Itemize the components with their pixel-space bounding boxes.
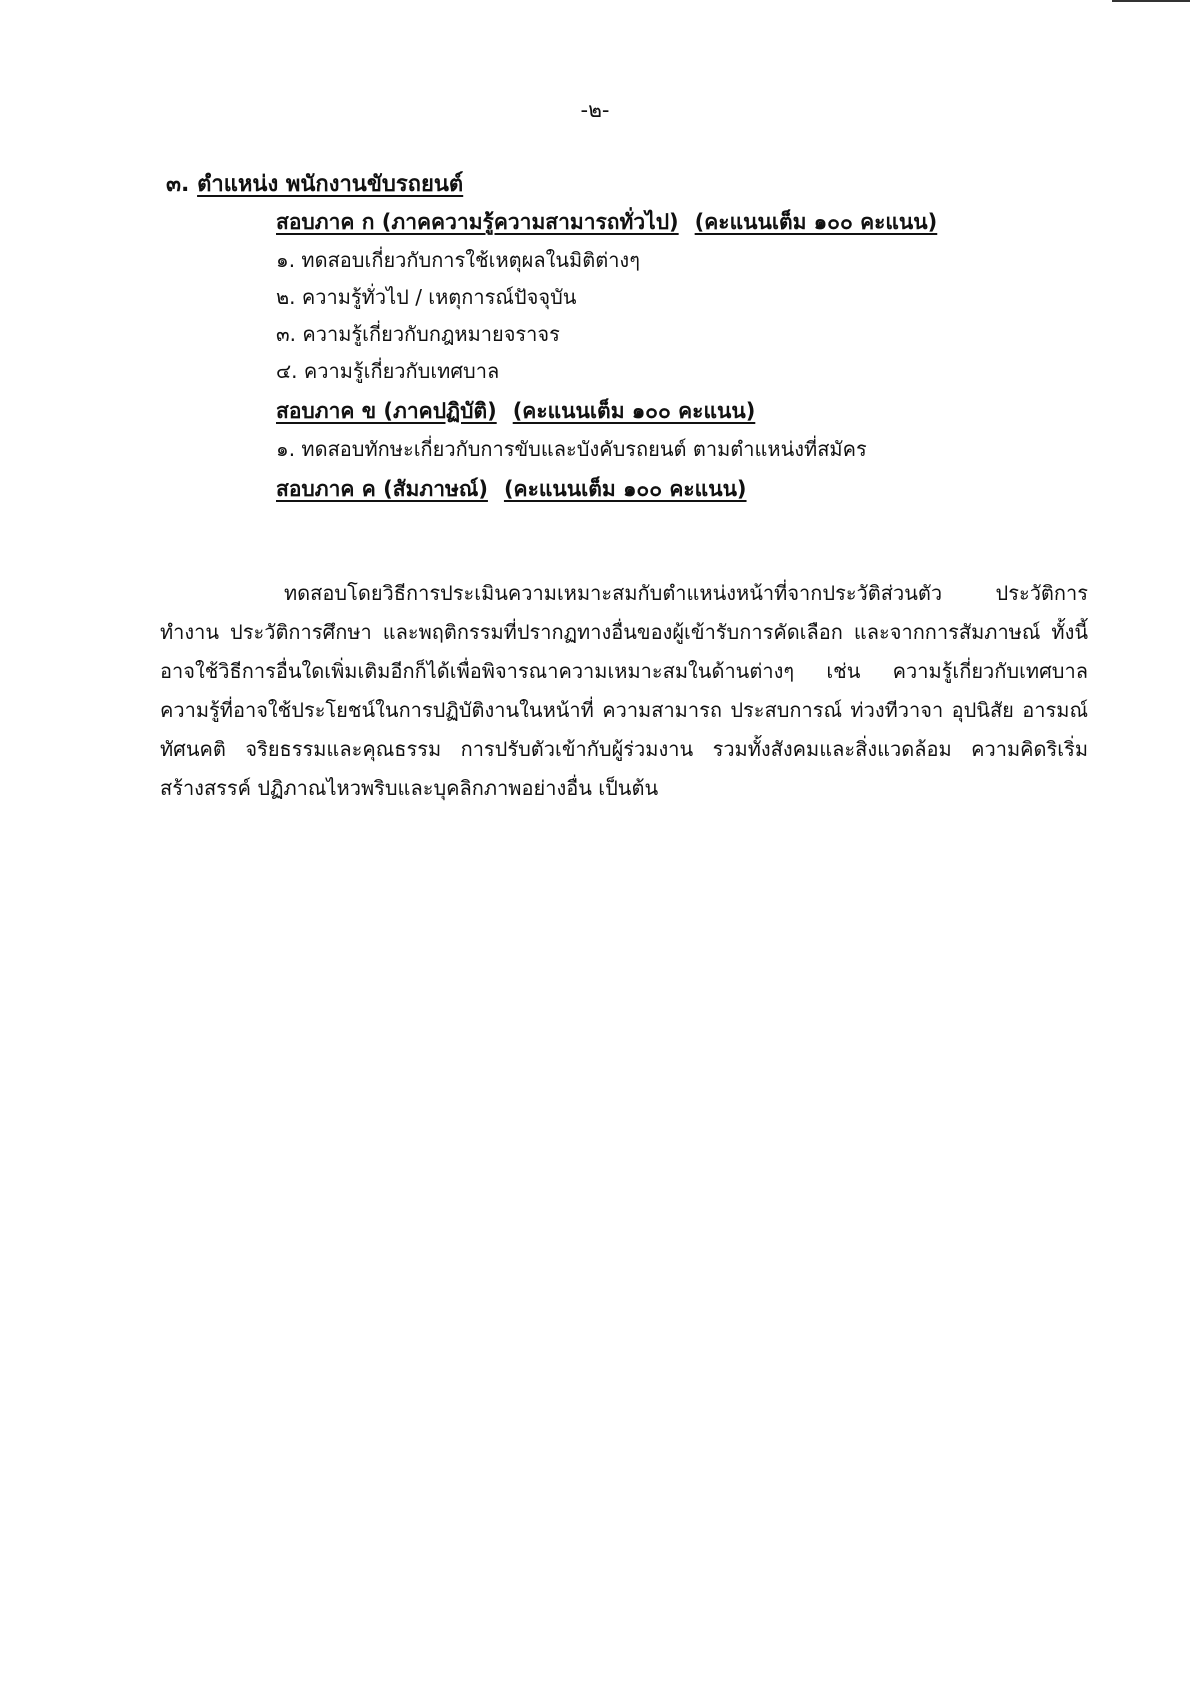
position-heading (166, 166, 463, 201)
section-c-paragraph: ทดสอบโดยวิธีการประเมินความเหมาะสมกับตำแหน่งหน้าที่จากประวัติส่วนตัว ประวัติการทำงาน ประวัติการศึกษา และพฤติกรรมที่ปรากฏทางอื่นของผู้เข้ารับการคัดเลือก และจากการสัมภาษณ์ ทั้งนี้ อาจใช้วิธีการอื่นใดเพิ่มเติมอีกก็ได้เพื่อพิจารณาความเหมาะสมในด้านต่างๆ เช่น ความรู้เกี่ยวกับเทศบาล ความรู้ที่อาจใช้ประโยชน์ในการปฏิบัติงานในหน้าที่ ความสามารถ ประสบการณ์ ท่วงทีวาจา อุปนิสัย อารมณ์ ทัศนคติ จริยธรรมและคุณธรรม การปรับตัวเข้ากับผู้ร่วมงาน รวมทั้งสังคมและสิ่งแวดล้อม ความคิดริเริ่มสร้างสรรค์ ปฏิภาณไหวพริบและบุคลิกภาพอย่างอื่น เป็นต้น (160, 581, 1088, 800)
position-title: ตำแหน่ง พนักงานขับรถยนต์ (197, 172, 464, 197)
section-b-title: สอบภาค ข (ภาคปฏิบัติ) (276, 399, 497, 423)
section-c-title: สอบภาค ค (สัมภาษณ์) (276, 477, 488, 501)
section-b-score: (คะแนนเต็ม ๑๐๐ คะแนน) (512, 399, 756, 423)
section-b-item-1: ๑. ทดสอบทักษะเกี่ยวกับการขับและบังคับรถยนต์ ตามตำแหน่งที่สมัคร (276, 437, 867, 461)
section-a-item-3: ๓. ความรู้เกี่ยวกับกฎหมายจราจร (276, 322, 560, 346)
section-a-heading (276, 206, 937, 239)
section-c-heading (276, 473, 747, 506)
section-a-score: (คะแนนเต็ม ๑๐๐ คะแนน) (694, 210, 938, 234)
scan-edge-line (1112, 0, 1190, 2)
page-number: -๒- (580, 98, 610, 122)
section-a-item-4: ๔. ความรู้เกี่ยวกับเทศบาล (276, 359, 500, 383)
position-number: ๓. (166, 172, 190, 197)
section-b-heading (276, 395, 755, 428)
section-a-item-2: ๒. ความรู้ทั่วไป / เหตุการณ์ปัจจุบัน (276, 285, 577, 309)
section-c-score: (คะแนนเต็ม ๑๐๐ คะแนน) (503, 477, 747, 501)
section-a-title: สอบภาค ก (ภาคความรู้ความสามารถทั่วไป) (276, 210, 679, 234)
section-a-item-1: ๑. ทดสอบเกี่ยวกับการใช้เหตุผลในมิติต่างๆ (276, 248, 640, 272)
